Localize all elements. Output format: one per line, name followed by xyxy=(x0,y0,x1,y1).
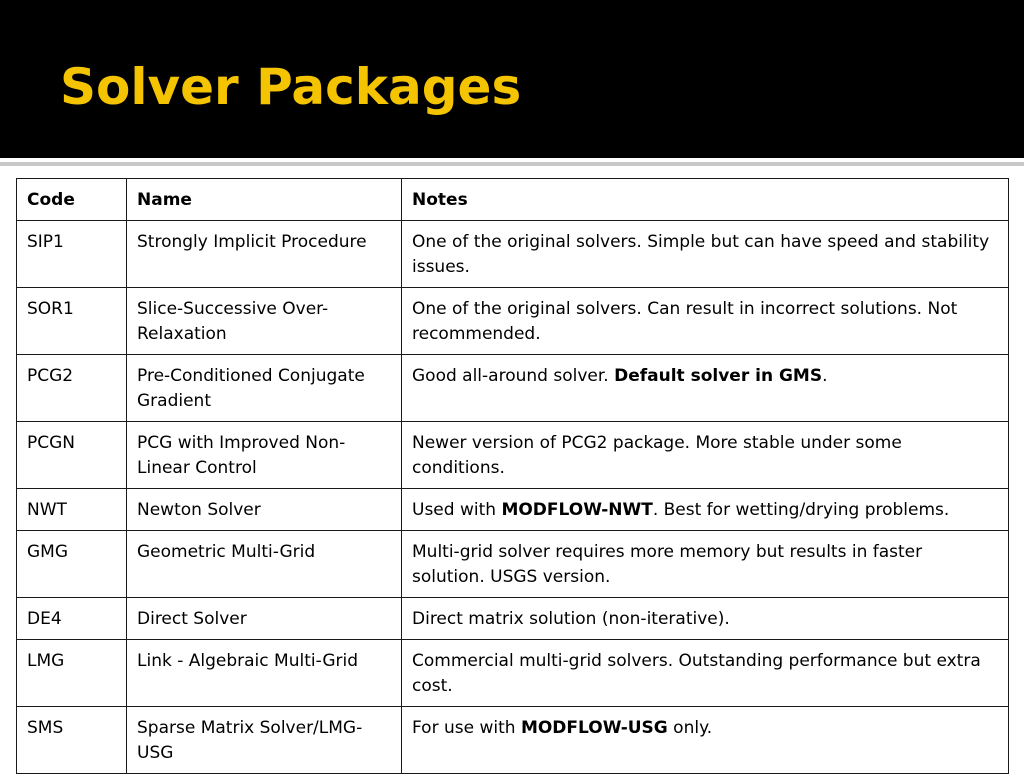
notes-text: For use with xyxy=(412,718,521,738)
table-row xyxy=(17,489,1009,531)
cell-notes xyxy=(402,355,1009,422)
cell-notes xyxy=(402,598,1009,640)
table-row xyxy=(17,640,1009,707)
cell-code: PCG2 xyxy=(17,355,127,422)
cell-code: SOR1 xyxy=(17,288,127,355)
cell-code: SMS xyxy=(17,707,127,774)
notes-text: Newer version of PCG2 package. More stable under some conditions. xyxy=(412,433,902,478)
header-notes: Notes xyxy=(402,179,1009,221)
cell-name: Slice-Successive Over-Relaxation xyxy=(127,288,402,355)
cell-name: Link - Algebraic Multi-Grid xyxy=(127,640,402,707)
cell-name: PCG with Improved Non-Linear Control xyxy=(127,422,402,489)
cell-code: LMG xyxy=(17,640,127,707)
cell-name: Direct Solver xyxy=(127,598,402,640)
cell-notes xyxy=(402,221,1009,288)
header-divider xyxy=(0,162,1024,166)
notes-text: One of the original solvers. Simple but can have speed and stability issues. xyxy=(412,232,990,277)
cell-name: Newton Solver xyxy=(127,489,402,531)
notes-text: Commercial multi-grid solvers. Outstanding performance but extra cost. xyxy=(412,651,981,696)
cell-notes xyxy=(402,707,1009,774)
header-code: Code xyxy=(17,179,127,221)
cell-name: Sparse Matrix Solver/LMG-USG xyxy=(127,707,402,774)
cell-code: PCGN xyxy=(17,422,127,489)
table-row xyxy=(17,422,1009,489)
cell-code: DE4 xyxy=(17,598,127,640)
notes-text: Good all-around solver. xyxy=(412,366,615,386)
table-header-row xyxy=(17,179,1009,221)
solver-table-container xyxy=(16,178,1008,774)
cell-notes xyxy=(402,288,1009,355)
solver-table xyxy=(16,178,1009,774)
cell-notes xyxy=(402,640,1009,707)
notes-text: Used with xyxy=(412,500,502,520)
notes-emphasis: MODFLOW-NWT xyxy=(501,500,653,520)
cell-notes xyxy=(402,531,1009,598)
notes-text: . xyxy=(822,366,828,386)
table-row xyxy=(17,707,1009,774)
table-row xyxy=(17,531,1009,598)
cell-name: Geometric Multi-Grid xyxy=(127,531,402,598)
table-row xyxy=(17,288,1009,355)
cell-code: NWT xyxy=(17,489,127,531)
cell-name: Strongly Implicit Procedure xyxy=(127,221,402,288)
table-row xyxy=(17,598,1009,640)
cell-notes xyxy=(402,422,1009,489)
notes-text: One of the original solvers. Can result in incorrect solutions. Not recommended. xyxy=(412,299,958,344)
notes-text: Multi-grid solver requires more memory but results in faster solution. USGS version. xyxy=(412,542,923,587)
cell-notes xyxy=(402,489,1009,531)
header-name: Name xyxy=(127,179,402,221)
cell-name: Pre-Conditioned Conjugate Gradient xyxy=(127,355,402,422)
table-row xyxy=(17,221,1009,288)
slide-header xyxy=(0,0,1024,158)
notes-text: Direct matrix solution (non-iterative). xyxy=(412,609,730,629)
cell-code: SIP1 xyxy=(17,221,127,288)
cell-code: GMG xyxy=(17,531,127,598)
notes-emphasis: MODFLOW-USG xyxy=(520,718,668,738)
notes-text: only. xyxy=(667,718,713,738)
notes-emphasis: Default solver in GMS xyxy=(614,366,823,386)
notes-text: . Best for wetting/drying problems. xyxy=(652,500,950,520)
table-body xyxy=(17,221,1009,774)
table-row xyxy=(17,355,1009,422)
slide-title: Solver Packages xyxy=(60,58,522,116)
